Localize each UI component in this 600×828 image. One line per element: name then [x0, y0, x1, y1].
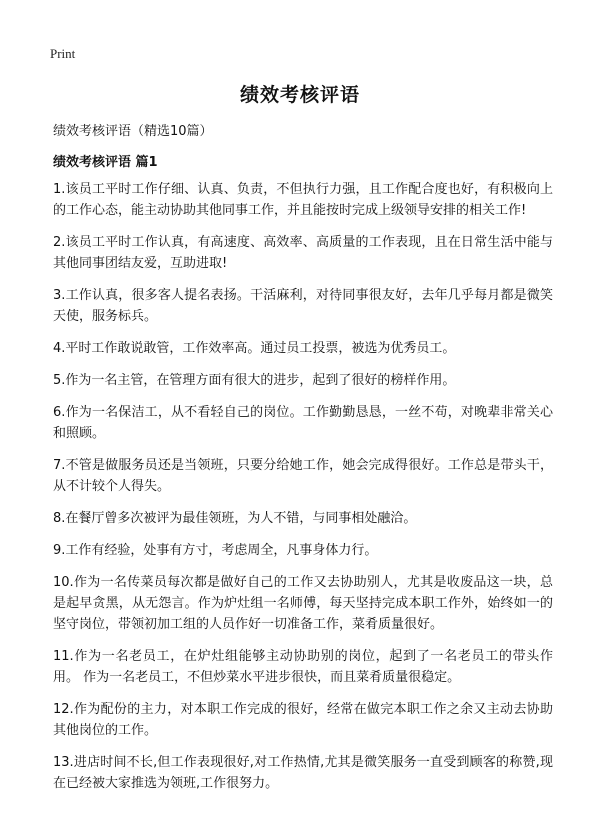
evaluation-item: 5.作为一名主管，在管理方面有很大的进步，起到了很好的榜样作用。 [53, 373, 456, 388]
evaluation-item: 1.该员工平时工作仔细、认真、负责，不但执行力强，且工作配合度也好，有积极向上的工作心态，能主动协助其他同事工作，并且能按时完成上级领导安排的相关工作! [53, 182, 553, 218]
evaluation-item: 11.作为一名老员工，在炉灶组能够主动协助别的岗位，起到了一名老员工的带头作用。 作为一名老员工，不但炒菜水平进步很快，而且菜肴质量很稳定。 [53, 649, 553, 685]
page-title: 绩效考核评语 [239, 84, 360, 106]
evaluation-item: 9.工作有经验，处事有方寸，考虑周全，凡事身体力行。 [53, 543, 378, 558]
print-link[interactable]: Print [50, 46, 76, 61]
evaluation-item: 13.进店时间不长,但工作表现很好,对工作热情,尤其是微笑服务一直受到顾客的称赞,现在已经被大家推选为领班,工作很努力。 [53, 755, 553, 791]
evaluation-item: 2.该员工平时工作认真，有高速度、高效率、高质量的工作表现，且在日常生活中能与其他同事团结友爱，互助进取! [53, 235, 553, 271]
evaluation-item: 3.工作认真，很多客人提名表扬。干活麻利，对待同事很友好，去年几乎每月都是微笑天使，服务标兵。 [53, 288, 553, 324]
evaluation-item: 12.作为配份的主力，对本职工作完成的很好，经常在做完本职工作之余又主动去协助其他岗位的工作。 [53, 702, 553, 738]
document-subtitle: 绩效考核评语（精选10篇） [53, 124, 213, 139]
evaluation-item: 4.平时工作敢说敢管，工作效率高。通过员工投票，被选为优秀员工。 [53, 341, 456, 356]
section-heading: 绩效考核评语 篇1 [53, 155, 158, 170]
evaluation-list [53, 179, 553, 805]
evaluation-item: 7.不管是做服务员还是当领班，只要分给她工作，她会完成得很好。工作总是带头干，从不计较个人得失。 [53, 458, 553, 494]
evaluation-item: 10.作为一名传菜员每次都是做好自己的工作又去协助别人，尤其是收废品这一块，总是起早贪黑，从无怨言。作为炉灶组一名师傅，每天坚持完成本职工作外，始终如一的坚守岗位，带领初加工组的人员作好一切准备工作，菜肴质量很好。 [53, 575, 553, 632]
evaluation-item: 6.作为一名保洁工，从不看轻自己的岗位。工作勤勤恳恳，一丝不苟，对晚辈非常关心和照顾。 [53, 405, 553, 441]
evaluation-item: 8.在餐厅曾多次被评为最佳领班，为人不错，与同事相处融洽。 [53, 511, 417, 526]
